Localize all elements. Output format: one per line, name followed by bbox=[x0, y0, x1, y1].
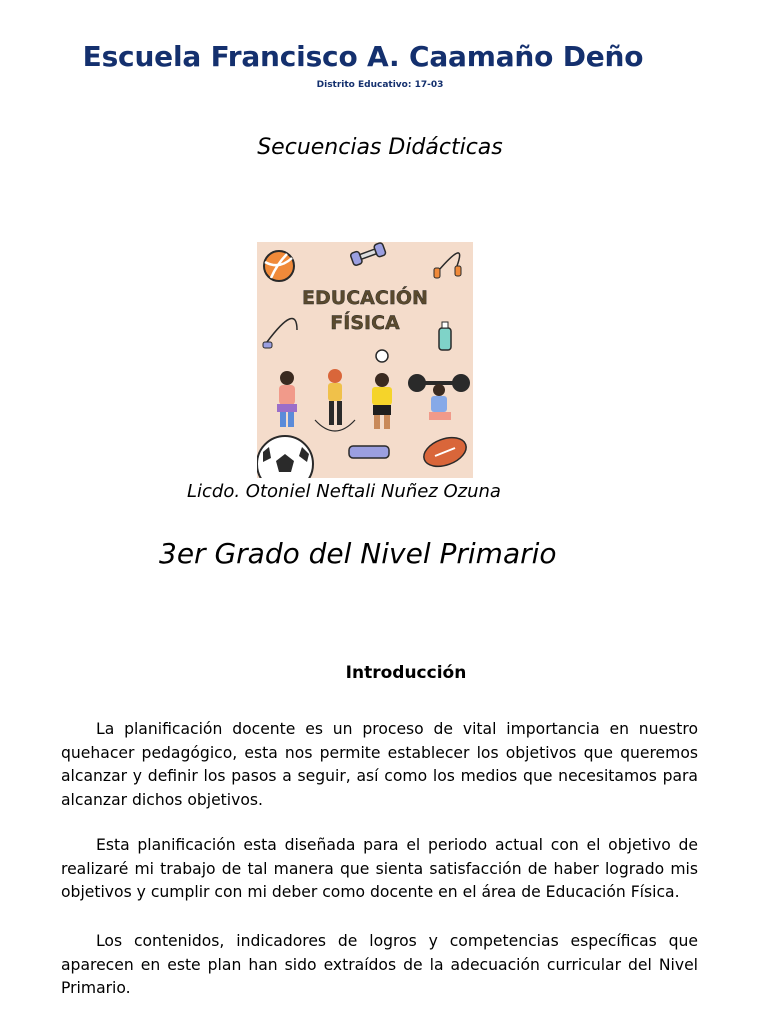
grade-title: 3er Grado del Nivel Primario bbox=[159, 537, 557, 570]
cover-illustration bbox=[257, 242, 473, 478]
district-label: Distrito Educativo: 17-03 bbox=[316, 80, 444, 90]
dumbbell-icon bbox=[349, 446, 389, 458]
school-title: Escuela Francisco A. Caamaño Deño bbox=[82, 40, 644, 73]
cover-title-line1: EDUCACIÓN bbox=[302, 287, 428, 309]
introduction-heading: Introducción bbox=[345, 663, 467, 683]
document-subtitle: Secuencias Didácticas bbox=[257, 135, 503, 160]
intro-paragraph: Esta planificación esta diseñada para el periodo actual con el objetivo de realizaré mi trabajo de tal manera que sienta satisfacción de haber logrado mis objetivos y cumplir con mi deber como docente en el área de Educación Física. bbox=[61, 836, 698, 902]
intro-paragraph: Los contenidos, indicadores de logros y competencias específicas que aparecen en este plan han sido extraídos de la adecuación curricular del Nivel Primario. bbox=[61, 932, 698, 998]
cover-title-line2: FÍSICA bbox=[330, 312, 400, 334]
physical-education-illustration bbox=[257, 242, 473, 478]
volleyball-icon bbox=[264, 251, 294, 281]
teacher-name: Licdo. Otoniel Neftali Nuñez Ozuna bbox=[187, 481, 501, 502]
intro-paragraph: La planificación docente es un proceso de vital importancia en nuestro quehacer pedagógico, esta nos permite establecer los objetivos que queremos alcanzar y definir los pasos a seguir, así como los medios que necesitamos para alcanzar dichos objetivos. bbox=[61, 720, 698, 809]
